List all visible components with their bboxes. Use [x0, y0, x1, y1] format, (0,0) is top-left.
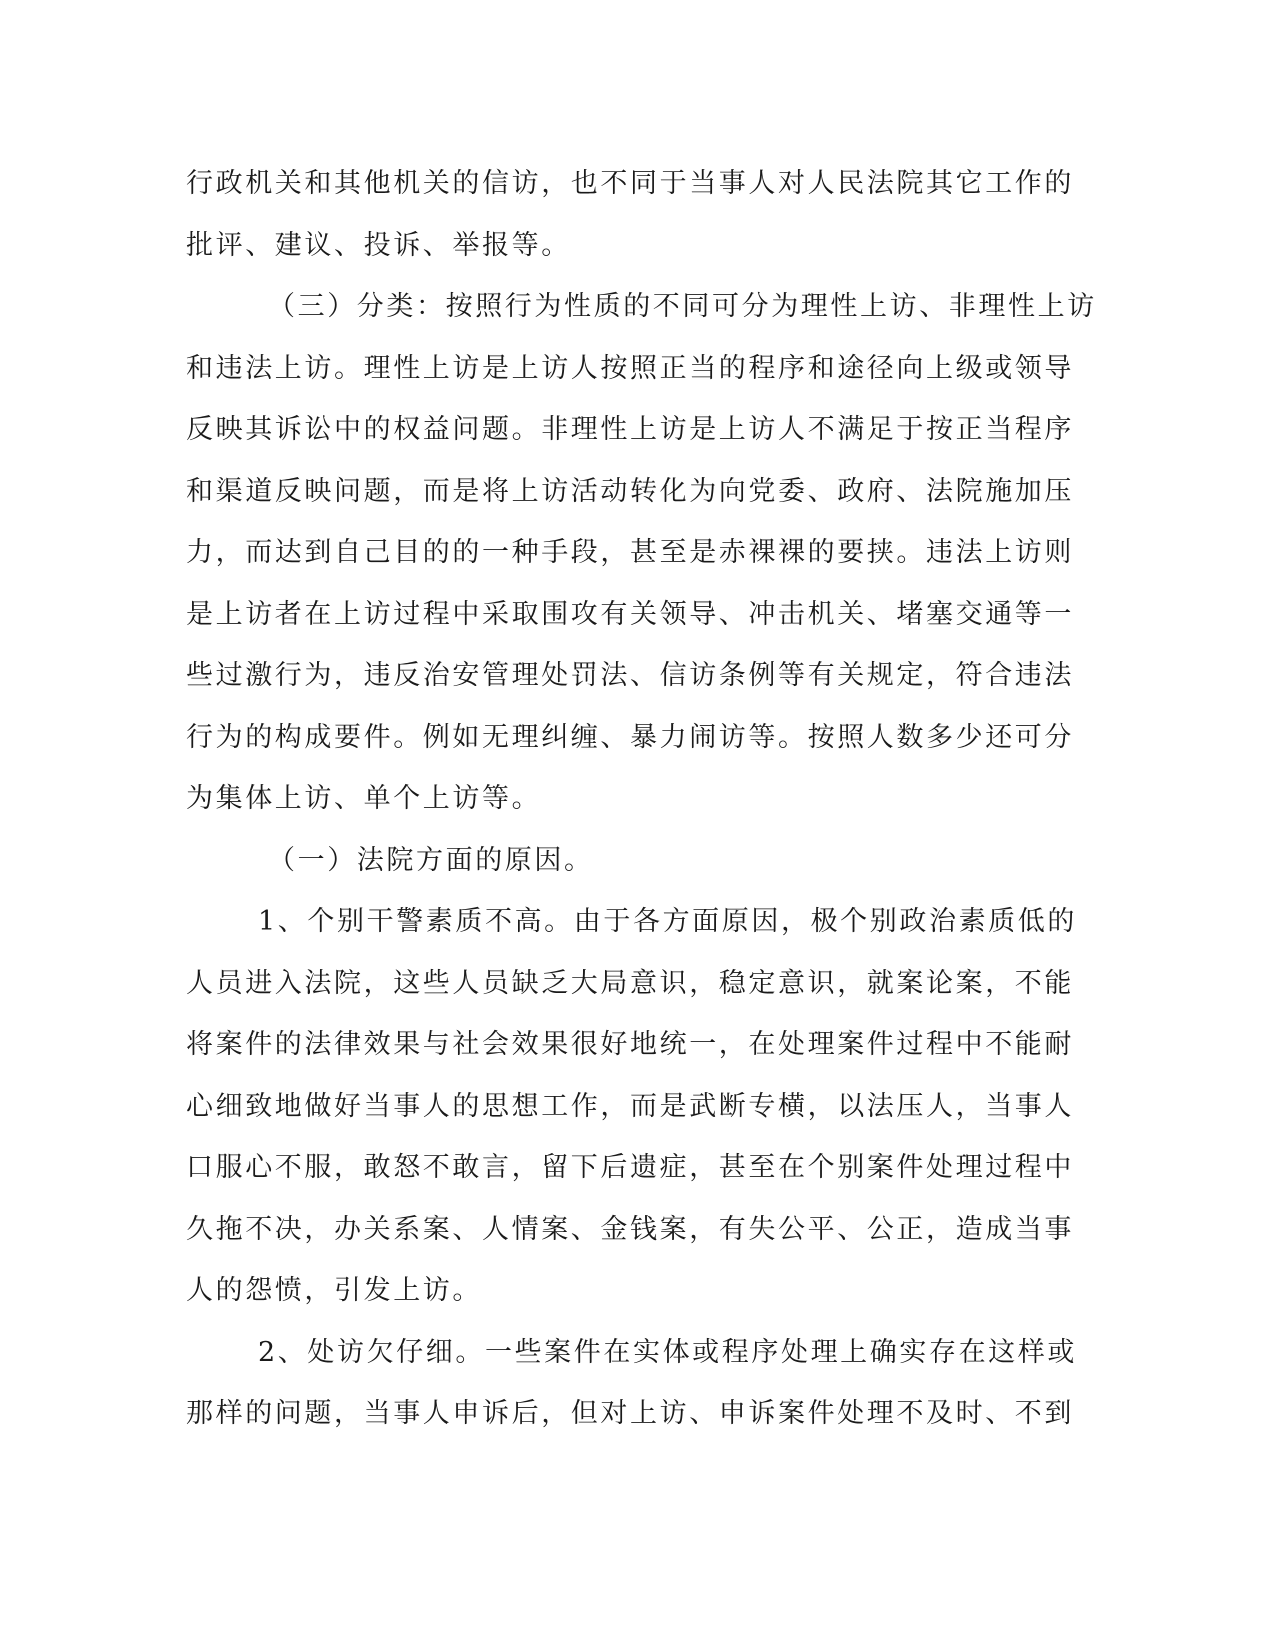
text-line: 反映其诉讼中的权益问题。非理性上访是上访人不满足于按正当程序 [186, 414, 1074, 445]
text-line: 些过激行为，违反治安管理处罚法、信访条例等有关规定，符合违法 [186, 660, 1074, 691]
text-line: 将案件的法律效果与社会效果很好地统一，在处理案件过程中不能耐 [186, 1029, 1074, 1060]
text-line: 口服心不服，敢怒不敢言，留下后遗症，甚至在个别案件处理过程中 [186, 1152, 1074, 1183]
document-body [186, 153, 1097, 1445]
text-line: 和渠道反映问题，而是将上访活动转化为向党委、政府、法院施加压 [186, 475, 1074, 507]
section-heading-court-reasons: （一）法院方面的原因。 [268, 844, 594, 876]
text-line: 行政机关和其他机关的信访，也不同于当事人对人民法院其它工作的 [186, 168, 1074, 199]
text-line: 心细致地做好当事人的思想工作，而是武断专横，以法压人，当事人 [186, 1090, 1074, 1122]
text-line: 批评、建议、投诉、举报等。 [186, 229, 571, 261]
text-line: 行为的构成要件。例如无理纠缠、暴力闹访等。按照人数多少还可分 [186, 721, 1074, 753]
section-heading-classification: （三）分类：按照行为性质的不同可分为理性上访、非理性上访 [268, 291, 1097, 322]
text-line: 为集体上访、单个上访等。 [186, 783, 542, 814]
numbered-item-2: 2、处访欠仔细。一些案件在实体或程序处理上确实存在这样或 [258, 1336, 1077, 1368]
text-line: 力，而达到自己目的的一种手段，甚至是赤裸裸的要挟。违法上访则 [186, 537, 1074, 568]
text-line: 是上访者在上访过程中采取围攻有关领导、冲击机关、堵塞交通等一 [186, 598, 1074, 630]
text-line: 那样的问题，当事人申诉后，但对上访、申诉案件处理不及时、不到 [186, 1398, 1074, 1429]
numbered-item-1: 1、个别干警素质不高。由于各方面原因，极个别政治素质低的 [258, 906, 1077, 937]
text-line: 人的怨愤，引发上访。 [186, 1275, 482, 1306]
text-line: 人员进入法院，这些人员缺乏大局意识，稳定意识，就案论案，不能 [186, 967, 1074, 999]
text-line: 和违法上访。理性上访是上访人按照正当的程序和途径向上级或领导 [186, 352, 1074, 384]
text-line: 久拖不决，办关系案、人情案、金钱案，有失公平、公正，造成当事 [186, 1213, 1074, 1245]
